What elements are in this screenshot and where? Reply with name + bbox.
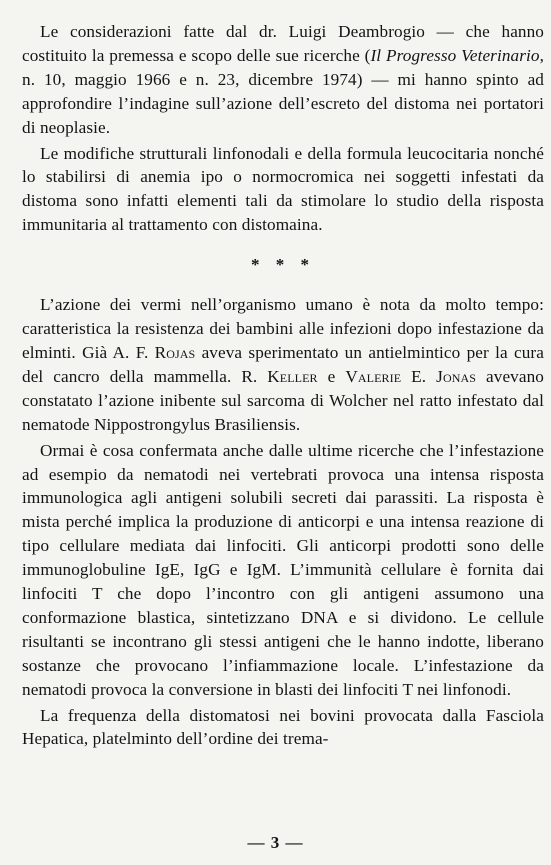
paragraph-3 <box>22 293 544 436</box>
text-segment: L’azione dei vermi nell’organismo umano è nota da molto tempo: caratteristica la resistenza dei bambini alle infezioni dopo infestazione da elminti. Già A. F. <box>22 295 544 362</box>
page-body <box>22 20 544 751</box>
journal-title: Il Progresso Veterinario <box>370 45 540 65</box>
author-name: Jonas <box>436 366 477 386</box>
author-name: Keller <box>267 366 318 386</box>
page-number: — 3 — <box>247 833 304 852</box>
paragraph-5 <box>22 704 544 752</box>
section-separator: * * * <box>251 255 315 275</box>
text-segment: aveva sperimentato un antielmintico per la cura del cancro della mammella. R. <box>22 342 544 386</box>
text-segment: E. <box>401 366 437 386</box>
author-name: Valerie <box>345 366 402 386</box>
text-segment: avevano constatato l’azione inibente sul sarcoma di Wolcher nel ratto infestato dal nematode Nippostrongylus Brasiliensis. <box>22 366 544 434</box>
text-segment: Ormai è cosa confermata anche dalle ultime ricerche che l’infestazione ad esempio da nematodi nei vertebrati provoca una intensa risposta immunologica agli antigeni solubili secreti dai parassiti. La risposta è mista perché implica la produzione di anticorpi e una intensa reazione di tipo cellulare mediata dai linfociti. Gli anticorpi prodotti sono delle immunoglobuline IgE, IgG e IgM. L’immunità cellulare è fornita dai linfociti T che dopo l’incontro con gli antigeni assumono una conformazione blastica, sintetizzano DNA e si dividono. Le cellule risultanti se incontrano gli stessi antigeni che le hanno indotte, liberano sostanze che provocano l’infiammazione locale. L’infestazione da nematodi provoca la conversione in blasti dei linfociti T nei linfonodi. <box>22 440 544 699</box>
paragraph-1 <box>22 20 544 140</box>
text-segment: La frequenza della distomatosi nei bovini provocata dalla Fasciola Hepatica, platelminto dell’ordine dei trema- <box>22 705 544 749</box>
paragraph-4 <box>22 439 544 702</box>
text-segment: Le modifiche strutturali linfonodali e della formula leucocitaria nonché lo stabilirsi di anemia ipo o normocromica nei soggetti infestati da distoma sono infatti elementi tali da stimolare lo studio della risposta immunitaria al trattamento con distomaina. <box>22 143 544 235</box>
text-segment: Le considerazioni fatte dal dr. Luigi Deambrogio — che hanno costituito la premessa e scopo delle sue ricerche ( <box>22 22 544 65</box>
author-name: Rojas <box>154 342 196 362</box>
text-segment: e <box>317 366 346 386</box>
paragraph-2 <box>22 142 544 238</box>
text-segment: , n. 10, maggio 1966 e n. 23, dicembre 1974) — mi hanno spinto ad approfondire l’indagine sull’azione dell’escreto del distoma nei portatori di neoplasie. <box>22 45 544 137</box>
